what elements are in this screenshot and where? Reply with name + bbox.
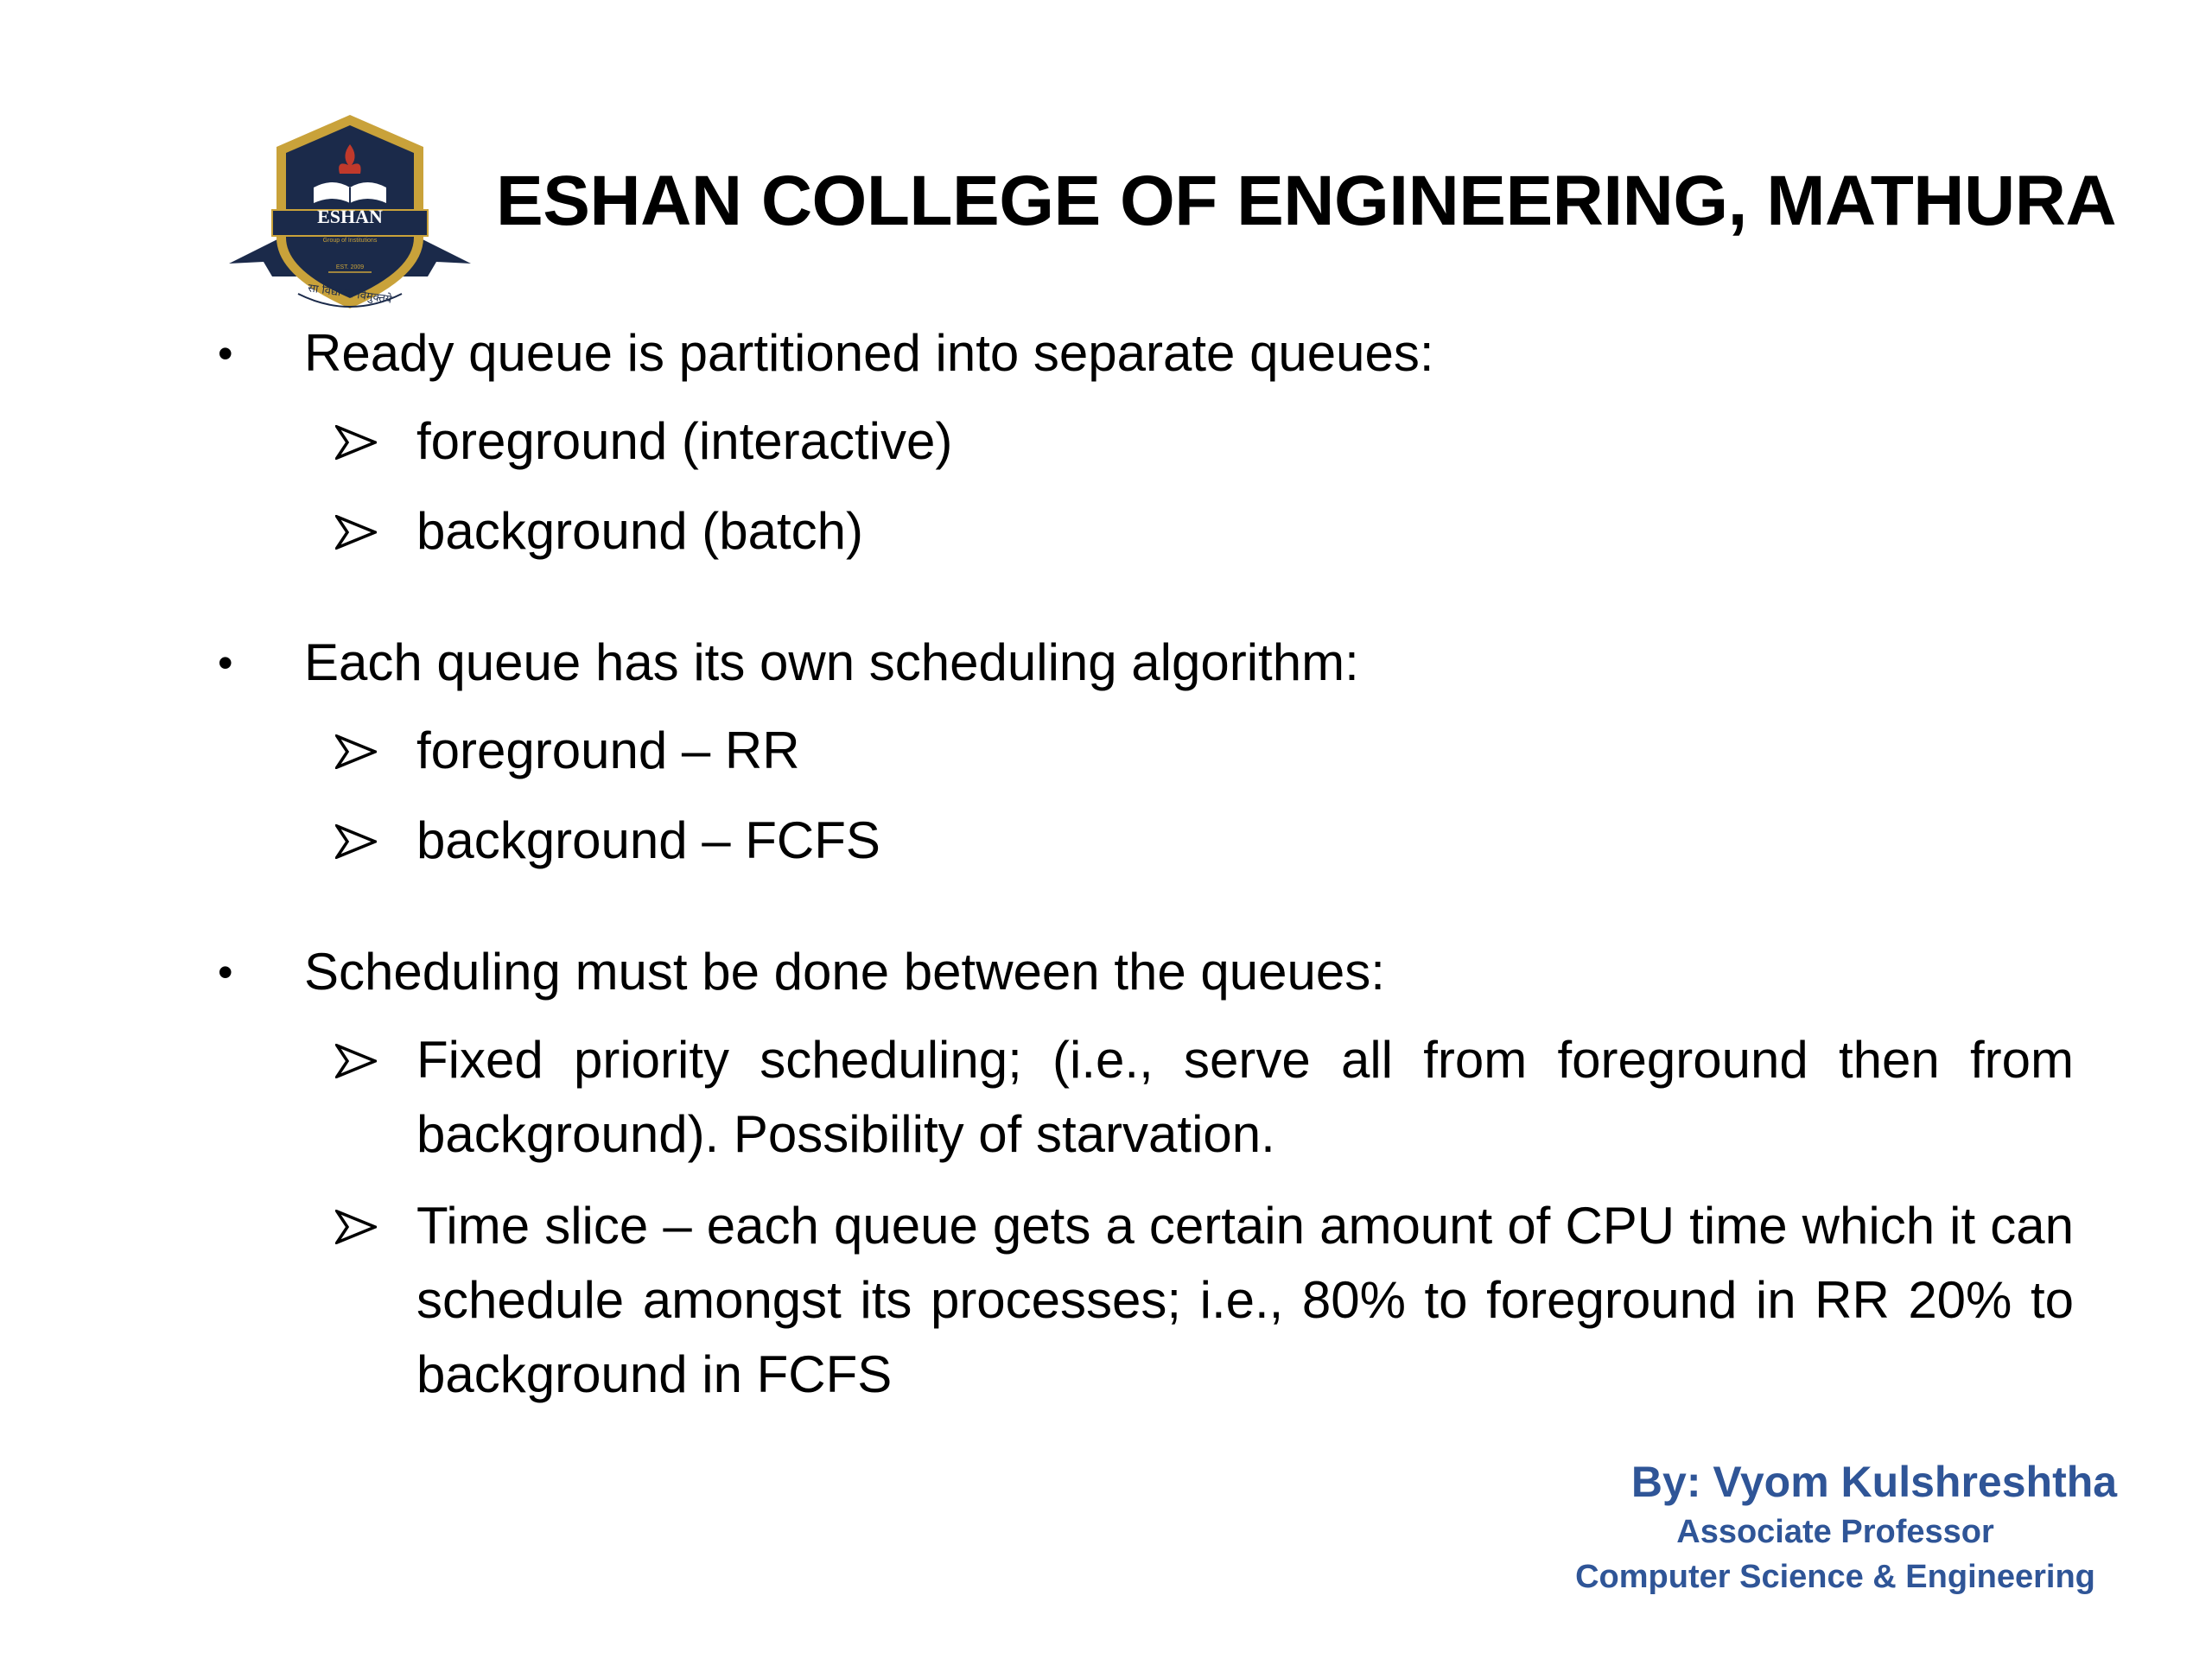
arrowhead-bullet-icon [335, 515, 377, 550]
sub-item-text: foreground – RR [416, 721, 800, 779]
arrowhead-bullet-icon [335, 1044, 377, 1078]
bullet-dot-icon: • [218, 329, 233, 378]
college-title: ESHAN COLLEGE OF ENGINEERING, MATHURA [496, 162, 2117, 240]
logo-text: ESHAN [317, 206, 383, 227]
sub-item-text: foreground (interactive) [416, 412, 953, 470]
bullet-dot-icon: • [218, 948, 233, 996]
logo-subtext: Group of Institutions [322, 238, 378, 244]
author-name: By: Vyom Kulshreshtha [1630, 1458, 2118, 1506]
arrowhead-bullet-icon [335, 824, 377, 859]
bullet-text: Ready queue is partitioned into separate queues: [304, 324, 1434, 382]
author-department: Computer Science & Engineering [1575, 1559, 2095, 1595]
author-credit [1533, 1454, 2138, 1599]
bullet-text: Scheduling must be done between the queues: [304, 943, 1385, 1001]
sub-item-text: background – FCFS [416, 811, 880, 869]
logo-est: EST. 2009 [335, 264, 365, 270]
bullet-text: Each queue has its own scheduling algorithm: [304, 633, 1359, 691]
arrowhead-bullet-icon [335, 1210, 377, 1244]
logo-motto: सा विद्या या विमुक्तये [307, 282, 393, 307]
author-designation: Associate Professor [1676, 1514, 1994, 1550]
sub-item-text: Fixed priority scheduling; (i.e., serve all from foreground then from background). Possibility of starvation. [416, 1031, 2074, 1163]
arrowhead-bullet-icon [335, 425, 377, 460]
bullet-dot-icon: • [218, 639, 233, 687]
arrowhead-bullet-icon [335, 734, 377, 769]
sub-item-text: background (batch) [416, 502, 863, 560]
sub-item-text: Time slice – each queue gets a certain amount of CPU time which it can schedule amongst its processes; i.e., 80% to foreground in RR 20% to background in FCFS [416, 1197, 2074, 1403]
